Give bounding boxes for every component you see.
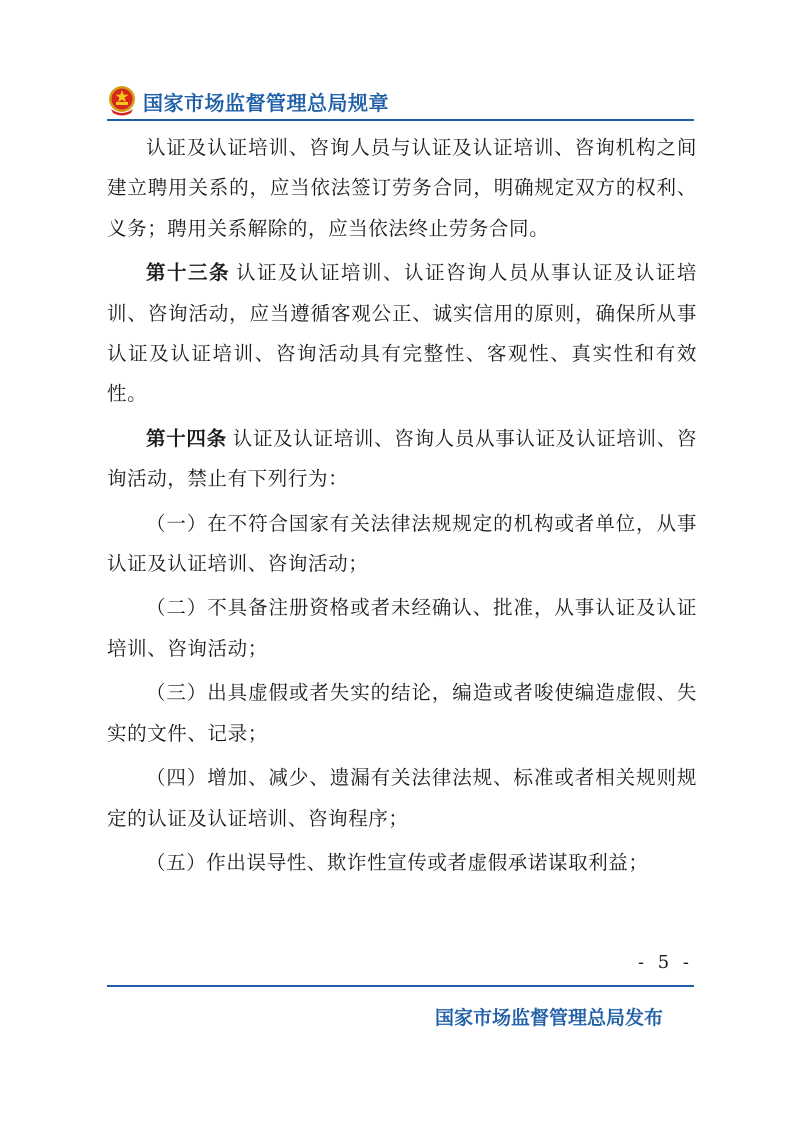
- article-text: 认证及认证培训、认证咨询人员从事认证及认证培训、咨询活动，应当遵循客观公正、诚实信用的原则，确保所从事认证及认证培训、咨询活动具有完整性、客观性、真实性和有效性。: [107, 261, 697, 406]
- national-emblem-icon: [107, 85, 137, 117]
- list-item: （四）增加、减少、遗漏有关法律法规、标准或者相关规则规定的认证及认证培训、咨询程序；: [107, 766, 697, 830]
- list-item: （一）在不符合国家有关法律法规规定的机构或者单位，从事认证及认证培训、咨询活动；: [107, 511, 697, 576]
- footer-divider: [107, 985, 694, 987]
- page-header: [107, 84, 389, 118]
- footer-publisher: 国家市场监督管理总局发布: [434, 1007, 663, 1029]
- header-divider: [107, 119, 694, 121]
- list-item: （五）作出误导性、欺诈性宣传或者虚假承诺谋取利益；: [146, 850, 649, 874]
- article-14: [107, 419, 697, 500]
- header-title: 国家市场监督管理总局规章: [143, 90, 389, 115]
- article-text: 认证及认证培训、咨询人员从事认证及认证培训、咨询活动，禁止有下列行为：: [107, 426, 697, 491]
- article-label: 第十四条: [146, 426, 227, 450]
- article-label: 第十三条: [146, 261, 230, 285]
- document-body: [107, 128, 697, 883]
- article-13: [107, 253, 697, 415]
- list-item: （三）出具虚假或者失实的结论，编造或者唆使编造虚假、失实的文件、记录；: [107, 681, 697, 745]
- paragraph: 认证及认证培训、咨询人员与认证及认证培训、咨询机构之间建立聘用关系的，应当依法签订劳务合同，明确规定双方的权利、义务；聘用关系解除的，应当依法终止劳务合同。: [107, 136, 697, 240]
- page-number: - 5 -: [637, 952, 693, 973]
- list-item: （二）不具备注册资格或者未经确认、批准，从事认证及认证培训、咨询活动；: [107, 596, 697, 660]
